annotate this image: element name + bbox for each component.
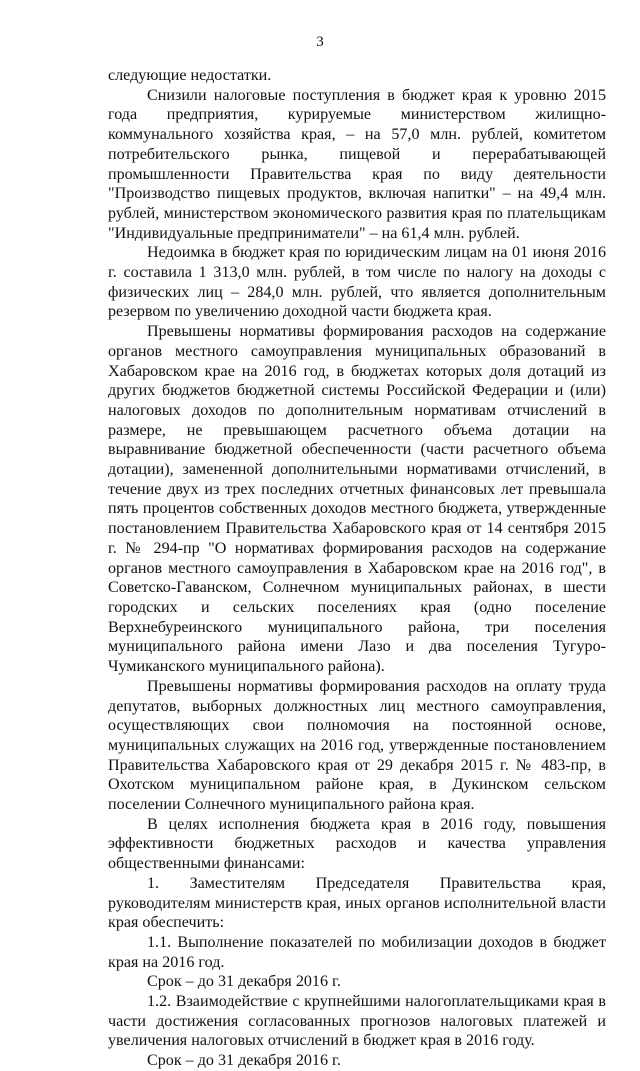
paragraph-deadline-1: Срок – до 31 декабря 2016 г.	[147, 973, 341, 991]
paragraph-continuation: следующие недостатки.	[108, 67, 272, 84]
paragraph-salary-norms-exceeded: Превышены нормативы формирования расходов на оплату труда депутатов, выборных должностных лиц местного самоуправления, осуществляющих свои полномочия на постоянной основе, муниципальных служащих на 2016 год, утвержденные постановлением Правительства Хабаровского края от 29 декабря 2015 г. № 483-пр, в Охотском муниципальном районе края, в Дукинском сельском поселении Солнечного муниципального района края.	[108, 677, 606, 814]
paragraph-tax-revenue-decline: Снизили налоговые поступления в бюджет края к уровню 2015 года предприятия, курируемые министерством жилищно-коммунального хозяйства края, – на 57,0 млн. рублей, комитетом потребительского рынка, пищевой и перерабатывающей промышленности Правительства края по виду деятельности "Производство пищевых продуктов, включая напитки" – на 49,4 млн. рублей, министерством экономического развития края по плательщикам "Индивидуальные предприниматели" – на 61,4 млн. рублей.	[108, 86, 606, 242]
paragraph-maintenance-norms-exceeded: Превышены нормативы формирования расходов на содержание органов местного самоуправления муниципальных образований в Хабаровском крае на 2016 год, в бюджетах которых доля дотаций из других бюджетов бюджетной системы Российской Федерации и (или) налоговых доходов по дополнительным нормативам отчислений в размере, не превышающем расчетного объема дотации на выравнивание бюджетной обеспеченности (части расчетного объема дотации), замененной дополнительными нормативами отчислений, в течение двух из трех последних отчетных финансовых лет превышала пять процентов собственных доходов местного бюджета, утвержденные постановлением Правительства Хабаровского края от 14 сентября 2015 г. № 294-пр "О нормативах формирования расходов на содержание органов местного самоуправления в Хабаровском крае на 2016 год", в Советско-Гаванском, Солнечном муниципальных районах, в шести городских и сельских поселениях края (одно поселение Верхнебуреинского муниципального района, три поселения муниципального района имени Лазо и два поселения Тугуро-Чумиканского муниципального района).	[108, 323, 606, 676]
document-body	[108, 66, 606, 1071]
paragraph-item-1-1: 1.1. Выполнение показателей по мобилизации доходов в бюджет края на 2016 год.	[108, 933, 606, 971]
paragraph-item-1: 1. Заместителям Председателя Правительства края, руководителям министерств края, иных органов исполнительной власти края обеспечить:	[108, 874, 606, 932]
page-number: 3	[316, 34, 324, 50]
paragraph-tax-arrears: Недоимка в бюджет края по юридическим лицам на 01 июня 2016 г. составила 1 313,0 млн. рублей, в том числе по налогу на доходы с физических лиц – 284,0 млн. рублей, что является дополнительным резервом по увеличению доходной части бюджета края.	[108, 244, 606, 321]
paragraph-purpose: В целях исполнения бюджета края в 2016 году, повышения эффективности бюджетных расходов и качества управления общественными финансами:	[108, 815, 606, 873]
paragraph-item-1-2: 1.2. Взаимодействие с крупнейшими налогоплательщиками края в части достижения согласованных прогнозов налоговых платежей и увеличения налоговых отчислений в бюджет края в 2016 году.	[108, 993, 606, 1050]
paragraph-deadline-2: Срок – до 31 декабря 2016 г.	[147, 1052, 341, 1070]
